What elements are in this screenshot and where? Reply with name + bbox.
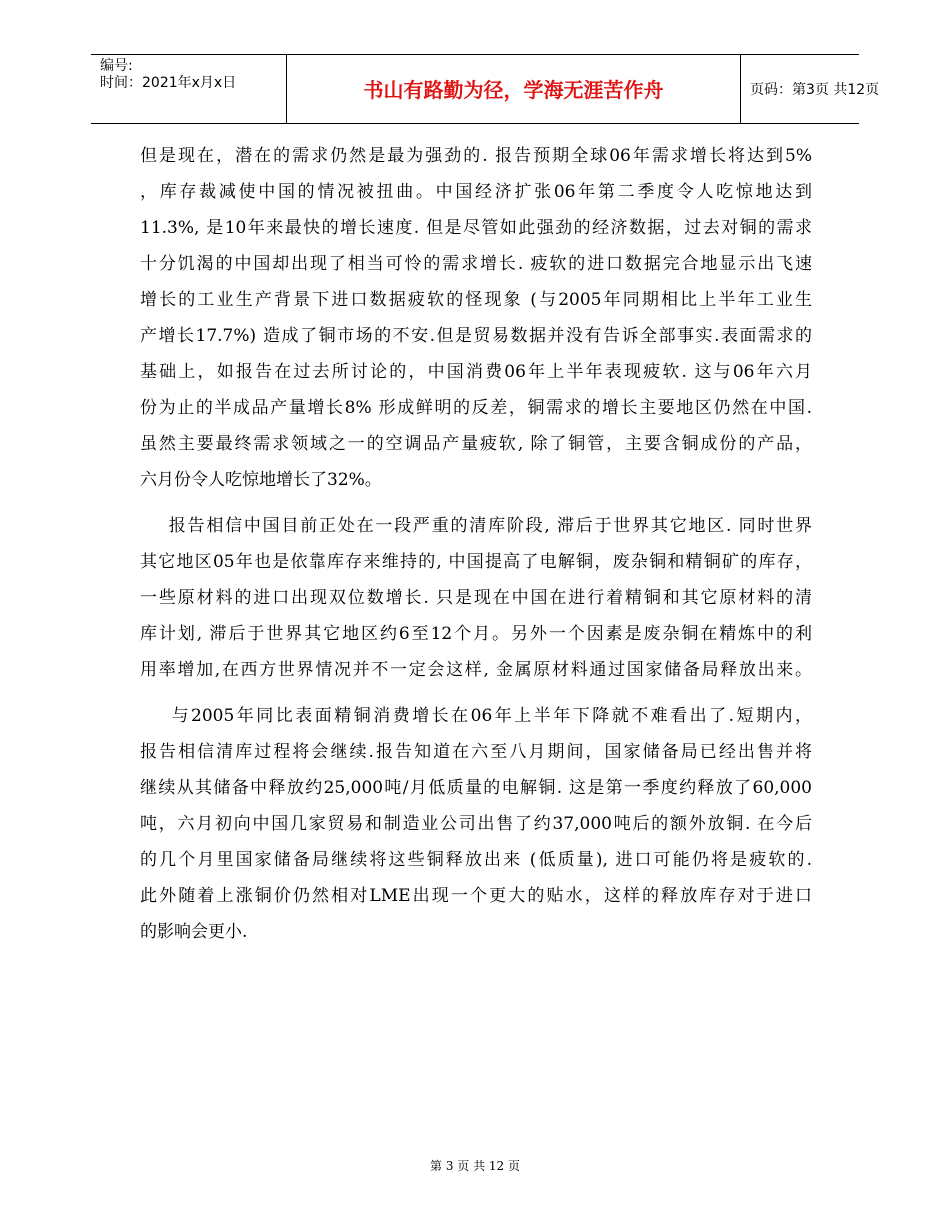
paragraph-line: 六月份令人吃惊地增长了32%。 [140, 470, 382, 490]
page-footer: 第 3 页 共 12 页 [430, 1159, 520, 1173]
paragraph-line: 的几个月里国家储备局继续将这些铜释放出来 (低质量), 进口可能仍将是疲软的. [140, 850, 812, 870]
paragraph-line: 吨，六月初向中国几家贸易和制造业公司出售了约37,000吨后的额外放铜. 在今后 [140, 814, 812, 834]
paragraph-line: 报告相信清库过程将会继续.报告知道在六至八月期间，国家储备局已经出售并将 [140, 742, 812, 762]
header-page-info: 页码：第3页 共12页 [750, 82, 880, 98]
paragraph-line: ，库存裁减使中国的情况被扭曲。中国经济扩张06年第二季度令人吃惊地达到 [140, 182, 812, 202]
paragraph-line: 其它地区05年也是依靠库存来维持的, 中国提高了电解铜，废杂铜和精铜矿的库存， [140, 552, 812, 572]
header-page-cell [740, 55, 880, 123]
paragraph-line: 此外随着上涨铜价仍然相对LME出现一个更大的贴水，这样的释放库存对于进口 [140, 886, 812, 906]
header-info-cell [91, 55, 286, 123]
paragraph-line: 与2005年同比表面精铜消费增长在06年上半年下降就不难看出了.短期内， [140, 706, 812, 726]
paragraph-2 [140, 508, 812, 688]
header-motto: 书山有路勤为径，学海无涯苦作舟 [363, 78, 664, 102]
paragraph-1 [140, 138, 812, 498]
paragraph-line: 报告相信中国目前正处在一段严重的清库阶段, 滞后于世界其它地区. 同时世界 [140, 516, 812, 536]
paragraph-line: 产增长17.7%) 造成了铜市场的不安.但是贸易数据并没有告诉全部事实.表面需求的 [140, 326, 812, 346]
paragraph-line: 虽然主要最终需求领域之一的空调品产量疲软, 除了铜管，主要含铜成份的产品， [140, 434, 812, 454]
page-header [91, 54, 880, 124]
paragraph-line: 基础上，如报告在过去所讨论的，中国消费06年上半年表现疲软. 这与06年六月 [140, 362, 812, 382]
document-body [140, 138, 812, 950]
document-time-label: 时间：2021年x月x日 [100, 75, 237, 91]
paragraph-line: 十分饥渴的中国却出现了相当可怜的需求增长. 疲软的进口数据完合地显示出飞速 [140, 254, 812, 274]
paragraph-spacing [140, 688, 812, 698]
paragraph-line: 份为止的半成品产量增长8% 形成鲜明的反差，铜需求的增长主要地区仍然在中国. [140, 398, 812, 418]
paragraph-3 [140, 698, 812, 950]
header-motto-cell [286, 55, 741, 123]
paragraph-line: 一些原材料的进口出现双位数增长. 只是现在中国在进行着精铜和其它原材料的清 [140, 588, 812, 608]
paragraph-spacing [140, 498, 812, 508]
paragraph-line: 继续从其储备中释放约25,000吨/月低质量的电解铜. 这是第一季度约释放了60,000 [140, 778, 812, 798]
document-number-label: 编号: [100, 58, 133, 74]
paragraph-line: 11.3%, 是10年来最快的增长速度. 但是尽管如此强劲的经济数据，过去对铜的需求 [140, 218, 812, 238]
paragraph-line: 用率增加,在西方世界情况并不一定会这样, 金属原材料通过国家储备局释放出来。 [140, 660, 812, 680]
paragraph-line: 的影响会更小. [140, 922, 248, 942]
paragraph-line: 但是现在，潜在的需求仍然是最为强劲的. 报告预期全球06年需求增长将达到5% [140, 146, 812, 166]
paragraph-line: 增长的工业生产背景下进口数据疲软的怪现象 (与2005年同期相比上半年工业生 [140, 290, 812, 310]
paragraph-line: 库计划, 滞后于世界其它地区约6至12个月。另外一个因素是废杂铜在精炼中的利 [140, 624, 812, 644]
